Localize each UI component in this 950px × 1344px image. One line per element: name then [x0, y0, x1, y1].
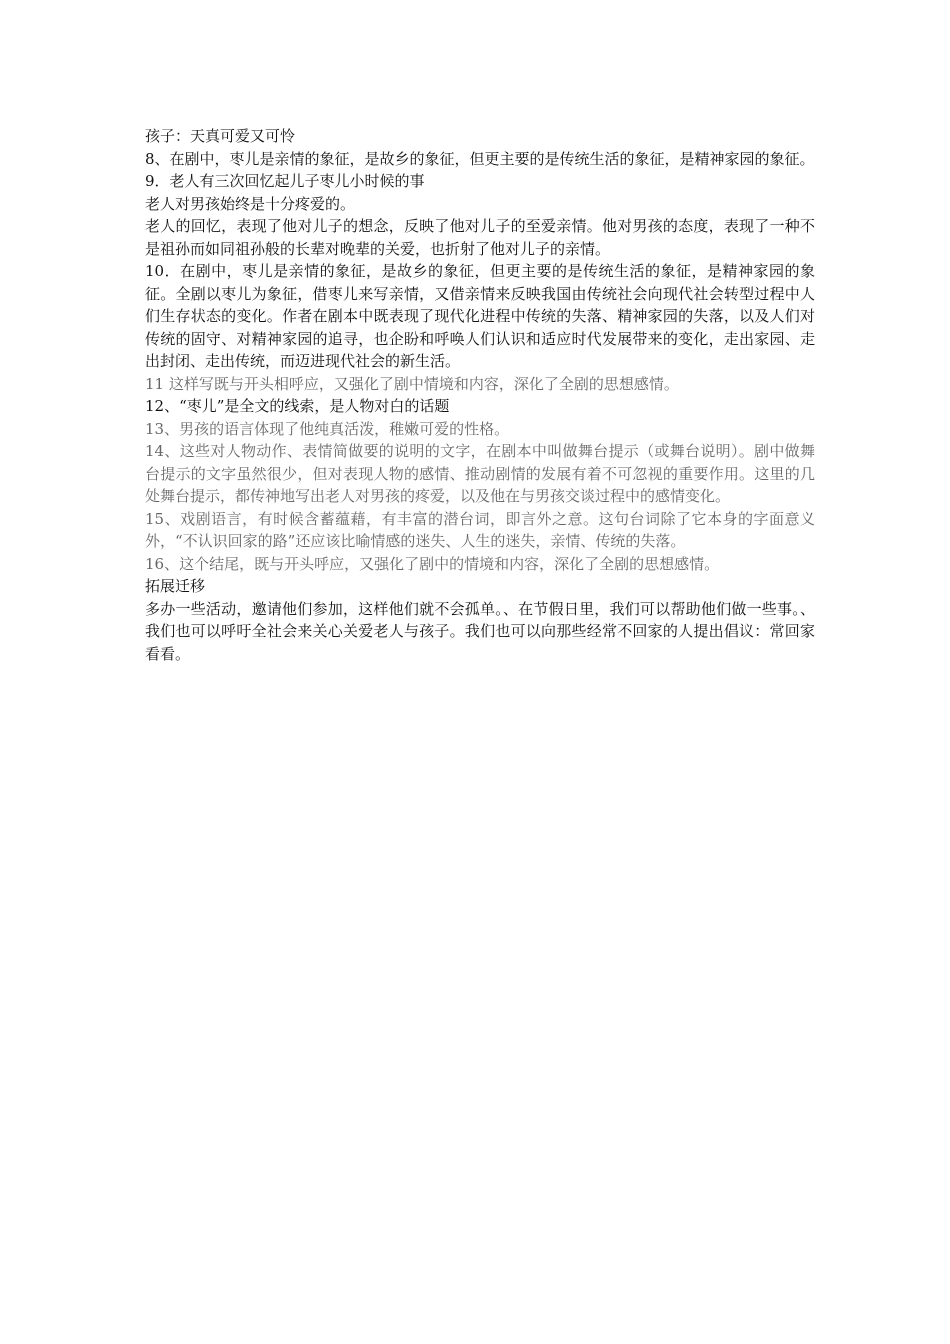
paragraph-answer-9: 9．老人有三次回忆起儿子枣儿小时候的事: [145, 172, 425, 190]
paragraph-answer-8: 8、在剧中，枣儿是亲情的象征，是故乡的象征，但更主要的是传统生活的象征，是精神家园的象征。: [145, 149, 815, 168]
paragraph-answer-16: 16、这个结尾，既与开头呼应，又强化了剧中的情境和内容，深化了全剧的思想感情。: [145, 554, 720, 573]
section-heading-extension: 拓展迁移: [145, 577, 206, 595]
paragraph-answer-9-detail: 老人对男孩始终是十分疼爱的。: [145, 194, 356, 213]
paragraph-answer-14: 14、这些对人物动作、表情简做要的说明的文字，在剧本中叫做舞台提示（或舞台说明）。剧中做舞台提示的文字虽然很少，但对表现人物的感情、推动剧情的发展有着不可忽视的重要作用。这里的几处舞台提示，都传神地写出老人对男孩的疼爱，以及他在与男孩交谈过程中的感情变化。: [145, 442, 815, 505]
paragraph-answer-9-analysis: 老人的回忆，表现了他对儿子的想念，反映了他对儿子的至爱亲情。他对男孩的态度，表现了一种不是祖孙而如同祖孙般的长辈对晚辈的关爱，也折射了他对儿子的亲情。: [145, 217, 815, 258]
paragraph-extension: 多办一些活动，邀请他们参加，这样他们就不会孤单。、在节假日里，我们可以帮助他们做一些事。、我们也可以呼吁全社会来关心关爱老人与孩子。我们也可以向那些经常不回家的人提出倡议：常回家看看。: [145, 599, 815, 663]
paragraph-answer-11: 11 这样写既与开头相呼应，又强化了剧中情境和内容，深化了全剧的思想感情。: [145, 374, 679, 393]
paragraph-child-description: 孩子：天真可爱又可怜: [145, 127, 296, 145]
paragraph-answer-15: 15、戏剧语言，有时候含蓄蕴藉，有丰富的潜台词，即言外之意。这句台词除了它本身的字面意义外，“不认识回家的路”还应该比喻情感的迷失、人生的迷失，亲情、传统的失落。: [145, 509, 815, 550]
document-body: [145, 125, 815, 665]
paragraph-answer-10: 10．在剧中，枣儿是亲情的象征，是故乡的象征，但更主要的是传统生活的象征，是精神家园的象征。全剧以枣儿为象征，借枣儿来写亲情，又借亲情来反映我国由传统社会向现代社会转型过程中人们生存状态的变化。作者在剧本中既表现了现代化进程中传统的失落、精神家园的失落，以及人们对传统的固守、对精神家园的追寻，也企盼和呼唤人们认识和适应时代发展带来的变化，走出家园、走出封闭、走出传统，而迈进现代社会的新生活。: [145, 262, 815, 370]
paragraph-answer-13: 13、男孩的语言体现了他纯真活泼，稚嫩可爱的性格。: [145, 419, 510, 438]
paragraph-answer-12: 12、“枣儿”是全文的线索，是人物对白的话题: [145, 397, 450, 415]
